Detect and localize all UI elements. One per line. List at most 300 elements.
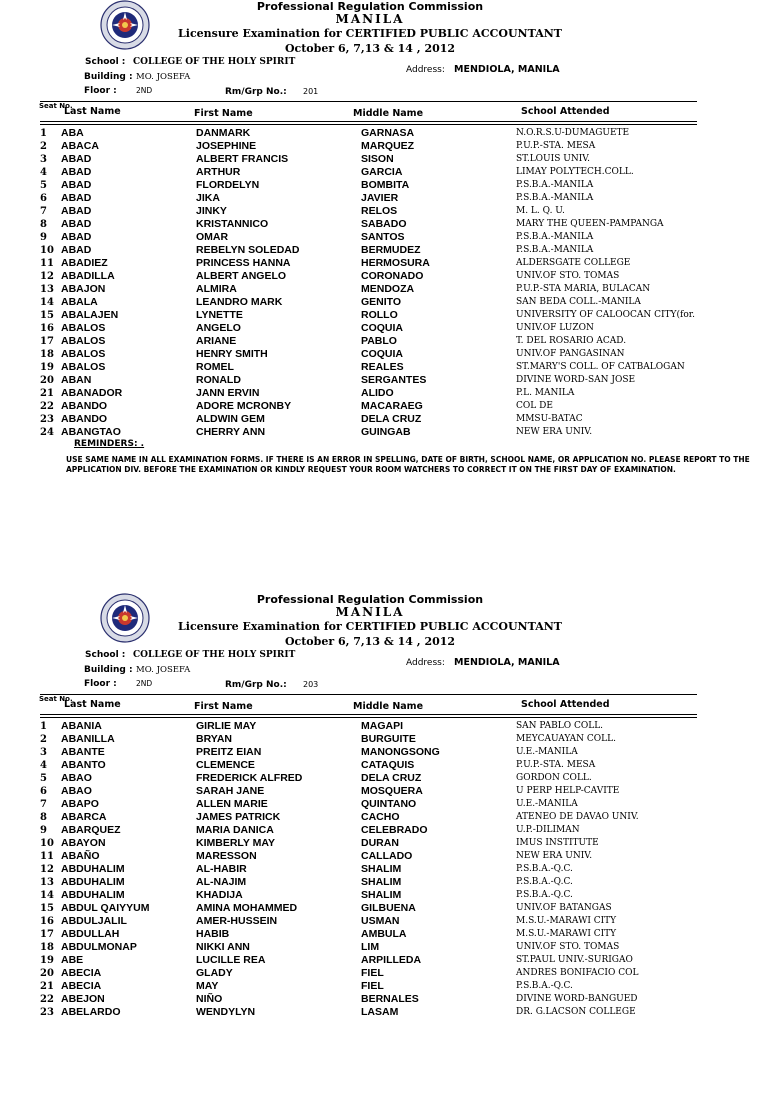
middle-name: DURAN — [361, 837, 399, 849]
middle-name: DELA CRUZ — [361, 772, 422, 784]
school-attended: N.O.R.S.U-DUMAGUETE — [516, 128, 630, 138]
building-label: Building : — [84, 665, 133, 675]
table-row — [0, 270, 768, 283]
seat-no: 8 — [40, 812, 47, 823]
school-label: School : — [85, 650, 126, 660]
header-rule-top — [40, 694, 697, 695]
seat-no: 11 — [40, 258, 54, 269]
seat-no: 20 — [40, 375, 54, 386]
middle-name: REALES — [361, 361, 404, 373]
school-attended: UNIV.OF STO. TOMAS — [516, 271, 620, 281]
exam-dates: October 6, 7,13 & 14 , 2012 — [284, 42, 456, 55]
school-attended: M.S.U.-MARAWI CITY — [516, 916, 617, 926]
table-row — [0, 863, 768, 876]
seat-no: 23 — [40, 1007, 54, 1018]
building-value: MO. JOSEFA — [136, 665, 191, 675]
last-name: ABALAJEN — [61, 309, 119, 321]
last-name: ABAN — [61, 374, 92, 386]
col-middle-name: Middle Name — [353, 108, 424, 119]
table-row — [0, 374, 768, 387]
last-name: ABAÑO — [61, 850, 100, 862]
middle-name: SHALIM — [361, 889, 402, 901]
school-attended: P.S.B.A.-Q.C. — [516, 877, 573, 887]
first-name: FLORDELYN — [196, 179, 260, 191]
table-row — [0, 746, 768, 759]
seat-no: 15 — [40, 903, 54, 914]
first-name: JOSEPHINE — [196, 140, 257, 152]
middle-name: COQUIA — [361, 348, 403, 360]
seat-no: 7 — [40, 206, 47, 217]
first-name: ALBERT FRANCIS — [196, 153, 289, 165]
table-row — [0, 850, 768, 863]
last-name: ABEJON — [61, 993, 105, 1005]
header-rule-bottom — [40, 714, 697, 715]
table-row — [0, 335, 768, 348]
first-name: AL-NAJIM — [196, 876, 247, 888]
first-name: JINKY — [196, 205, 227, 217]
first-name: LYNETTE — [196, 309, 243, 321]
middle-name: USMAN — [361, 915, 400, 927]
school-info — [85, 57, 295, 67]
last-name: ABACA — [61, 140, 99, 152]
room-value: 203 — [303, 680, 319, 689]
room-info — [225, 680, 318, 690]
city-heading: MANILA — [335, 12, 405, 26]
school-attended: P.U.P.-STA. MESA — [516, 760, 596, 770]
address-value: MENDIOLA, MANILA — [454, 657, 560, 668]
first-name: JAMES PATRICK — [196, 811, 281, 823]
last-name: ABDULMONAP — [61, 941, 137, 953]
last-name: ABANDO — [61, 400, 108, 412]
seat-no: 4 — [40, 167, 47, 178]
school-attended: P.S.B.A.-MANILA — [516, 245, 594, 255]
seat-no: 5 — [40, 773, 47, 784]
last-name: ABAD — [61, 244, 92, 256]
last-name: ABAD — [61, 231, 92, 243]
seat-no: 7 — [40, 799, 47, 810]
school-attended: UNIVERSITY OF CALOOCAN CITY(for. — [516, 310, 695, 320]
col-middle-name: Middle Name — [353, 701, 424, 712]
table-row — [0, 993, 768, 1006]
seat-no: 15 — [40, 310, 54, 321]
middle-name: MAGAPI — [361, 720, 403, 732]
last-name: ABAO — [61, 772, 92, 784]
middle-name: CORONADO — [361, 270, 424, 282]
seat-no: 3 — [40, 154, 47, 165]
floor-info — [84, 86, 152, 96]
last-name: ABDUL QAIYYUM — [61, 902, 150, 914]
first-name: MAY — [196, 980, 219, 992]
last-name: ABANILLA — [61, 733, 115, 745]
floor-info — [84, 679, 152, 689]
seat-no: 19 — [40, 955, 54, 966]
middle-name: SANTOS — [361, 231, 405, 243]
first-name: HENRY SMITH — [196, 348, 268, 360]
last-name: ABANTE — [61, 746, 105, 758]
middle-name: GENITO — [361, 296, 402, 308]
floor-label: Floor : — [84, 86, 117, 96]
table-row — [0, 400, 768, 413]
school-attended: SAN BEDA COLL.-MANILA — [516, 297, 641, 307]
exam-title: Licensure Examination for CERTIFIED PUBLIC ACCOUNTANT — [178, 27, 562, 40]
middle-name: FIEL — [361, 980, 384, 992]
middle-name: PABLO — [361, 335, 397, 347]
middle-name: BURGUITE — [361, 733, 416, 745]
seat-no: 3 — [40, 747, 47, 758]
table-row — [0, 954, 768, 967]
floor-value: 2ND — [136, 86, 153, 95]
middle-name: FIEL — [361, 967, 384, 979]
last-name: ABAJON — [61, 283, 106, 295]
table-row — [0, 733, 768, 746]
school-attended: NEW ERA UNIV. — [516, 427, 593, 437]
last-name: ABDULJALIL — [61, 915, 127, 927]
school-attended: M. L. Q. U. — [516, 206, 565, 216]
seat-no: 5 — [40, 180, 47, 191]
middle-name: MOSQUERA — [361, 785, 423, 797]
middle-name: JAVIER — [361, 192, 399, 204]
col-first-name: First Name — [194, 108, 253, 119]
room-value: 201 — [303, 87, 319, 96]
middle-name: COQUIA — [361, 322, 403, 334]
middle-name: MENDOZA — [361, 283, 415, 295]
room-label: Rm/Grp No.: — [225, 680, 287, 690]
first-name: DANMARK — [196, 127, 251, 139]
first-name: GIRLIE MAY — [196, 720, 257, 732]
col-seat-no: Seat No. — [39, 102, 73, 110]
seat-no: 21 — [40, 388, 54, 399]
middle-name: GUINGAB — [361, 426, 411, 438]
last-name: ABANADOR — [61, 387, 123, 399]
last-name: ABARCA — [61, 811, 107, 823]
first-name: ANGELO — [196, 322, 241, 334]
table-row — [0, 257, 768, 270]
col-last-name: Last Name — [64, 699, 121, 710]
seat-no: 14 — [40, 297, 54, 308]
last-name: ABAD — [61, 179, 92, 191]
school-attended: GORDON COLL. — [516, 773, 592, 783]
first-name: KRISTANNICO — [196, 218, 269, 230]
school-attended: M.S.U.-MARAWI CITY — [516, 929, 617, 939]
seat-no: 16 — [40, 916, 54, 927]
school-attended: P.S.B.A.-Q.C. — [516, 890, 573, 900]
reminders-title: REMINDERS: . — [74, 439, 145, 449]
last-name: ABANIA — [61, 720, 102, 732]
building-info — [84, 72, 190, 82]
header-rule-bottom — [40, 121, 697, 122]
last-name: ABADILLA — [61, 270, 115, 282]
school-attended: ATENEO DE DAVAO UNIV. — [516, 812, 639, 822]
last-name: ABAD — [61, 166, 92, 178]
first-name: ALDWIN GEM — [196, 413, 265, 425]
seat-no: 16 — [40, 323, 54, 334]
middle-name: HERMOSURA — [361, 257, 430, 269]
middle-name: BOMBITA — [361, 179, 410, 191]
school-label: School : — [85, 57, 126, 67]
middle-name: SISON — [361, 153, 394, 165]
seat-no: 10 — [40, 245, 54, 256]
school-attended: U.E.-MANILA — [516, 799, 578, 809]
table-row — [0, 179, 768, 192]
school-attended: DIVINE WORD-BANGUED — [516, 994, 638, 1004]
room-info — [225, 87, 318, 97]
col-last-name: Last Name — [64, 106, 121, 117]
seat-no: 4 — [40, 760, 47, 771]
table-row — [0, 413, 768, 426]
address-info — [406, 64, 560, 75]
table-row — [0, 785, 768, 798]
col-school-attended: School Attended — [521, 699, 610, 710]
table-row — [0, 902, 768, 915]
col-school-attended: School Attended — [521, 106, 610, 117]
table-row — [0, 153, 768, 166]
school-attended: P.S.B.A.-MANILA — [516, 193, 594, 203]
table-row — [0, 231, 768, 244]
first-name: MARIA DANICA — [196, 824, 274, 836]
school-attended: U.E.-MANILA — [516, 747, 578, 757]
table-row — [0, 361, 768, 374]
first-name: MARESSON — [196, 850, 257, 862]
first-name: ALMIRA — [196, 283, 237, 295]
school-attended: MEYCAUAYAN COLL. — [516, 734, 616, 744]
seat-no: 17 — [40, 336, 54, 347]
first-name: OMAR — [196, 231, 229, 243]
examinee-list — [0, 127, 768, 439]
table-row — [0, 348, 768, 361]
city-heading: MANILA — [335, 605, 405, 619]
table-row — [0, 811, 768, 824]
table-row — [0, 205, 768, 218]
middle-name: SHALIM — [361, 863, 402, 875]
school-value: COLLEGE OF THE HOLY SPIRIT — [133, 650, 296, 660]
first-name: REBELYN SOLEDAD — [196, 244, 300, 256]
examinee-list — [0, 720, 768, 1019]
middle-name: MACARAEG — [361, 400, 423, 412]
table-row — [0, 720, 768, 733]
roster-page-1 — [0, 0, 768, 520]
first-name: ADORE MCRONBY — [196, 400, 292, 412]
first-name: RONALD — [196, 374, 241, 386]
header-rule-double — [40, 124, 697, 125]
table-row — [0, 426, 768, 439]
roster-page-2 — [0, 593, 768, 1113]
seat-no: 12 — [40, 864, 54, 875]
school-attended: ST.LOUIS UNIV. — [516, 154, 591, 164]
table-row — [0, 296, 768, 309]
table-row — [0, 1006, 768, 1019]
table-row — [0, 192, 768, 205]
seat-no: 21 — [40, 981, 54, 992]
school-attended: SAN PABLO COLL. — [516, 721, 604, 731]
school-attended: P.U.P.-STA MARIA, BULACAN — [516, 284, 651, 294]
school-attended: DIVINE WORD-SAN JOSE — [516, 375, 636, 385]
first-name: JIKA — [196, 192, 220, 204]
first-name: AMINA MOHAMMED — [196, 902, 298, 914]
last-name: ABALOS — [61, 348, 106, 360]
floor-label: Floor : — [84, 679, 117, 689]
middle-name: CACHO — [361, 811, 400, 823]
room-label: Rm/Grp No.: — [225, 87, 287, 97]
col-seat-no: Seat No. — [39, 695, 73, 703]
middle-name: ROLLO — [361, 309, 398, 321]
last-name: ABDULLAH — [61, 928, 120, 940]
table-row — [0, 980, 768, 993]
last-name: ABADIEZ — [61, 257, 108, 269]
header-rule-double — [40, 717, 697, 718]
middle-name: QUINTANO — [361, 798, 417, 810]
header-rule-top — [40, 101, 697, 102]
table-row — [0, 140, 768, 153]
middle-name: DELA CRUZ — [361, 413, 422, 425]
last-name: ABDUHALIM — [61, 863, 125, 875]
last-name: ABALA — [61, 296, 98, 308]
middle-name: AMBULA — [361, 928, 407, 940]
address-label: Address: — [406, 65, 445, 75]
last-name: ABALOS — [61, 335, 106, 347]
school-value: COLLEGE OF THE HOLY SPIRIT — [133, 57, 296, 67]
building-label: Building : — [84, 72, 133, 82]
last-name: ABALOS — [61, 361, 106, 373]
last-name: ABAD — [61, 205, 92, 217]
last-name: ABECIA — [61, 967, 102, 979]
last-name: ABAD — [61, 218, 92, 230]
last-name: ABDUHALIM — [61, 889, 125, 901]
seat-no: 10 — [40, 838, 54, 849]
seat-no: 8 — [40, 219, 47, 230]
first-name: LUCILLE REA — [196, 954, 266, 966]
first-name: PRINCESS HANNA — [196, 257, 291, 269]
first-name: NIÑO — [196, 993, 223, 1005]
school-attended: COL DE — [516, 401, 553, 411]
first-name: ROMEL — [196, 361, 234, 373]
table-row — [0, 309, 768, 322]
last-name: ABANGTAO — [61, 426, 121, 438]
middle-name: LASAM — [361, 1006, 399, 1018]
seat-no: 19 — [40, 362, 54, 373]
middle-name: MANONGSONG — [361, 746, 440, 758]
first-name: ALBERT ANGELO — [196, 270, 287, 282]
last-name: ABAD — [61, 192, 92, 204]
first-name: AMER-HUSSEIN — [196, 915, 278, 927]
school-attended: DR. G.LACSON COLLEGE — [516, 1007, 636, 1017]
middle-name: CATAQUIS — [361, 759, 415, 771]
table-row — [0, 889, 768, 902]
school-attended: U PERP HELP-CAVITE — [516, 786, 620, 796]
first-name: GLADY — [196, 967, 233, 979]
last-name: ABDUHALIM — [61, 876, 125, 888]
school-attended: P.L. MANILA — [516, 388, 575, 398]
first-name: NIKKI ANN — [196, 941, 250, 953]
school-attended: ST.PAUL UNIV.-SURIGAO — [516, 955, 633, 965]
seat-no: 1 — [40, 128, 47, 139]
middle-name: LIM — [361, 941, 380, 953]
last-name: ABAPO — [61, 798, 99, 810]
seat-no: 23 — [40, 414, 54, 425]
seat-no: 6 — [40, 786, 47, 797]
last-name: ABELARDO — [61, 1006, 121, 1018]
table-row — [0, 876, 768, 889]
table-row — [0, 798, 768, 811]
seat-no: 22 — [40, 994, 54, 1005]
first-name: ARIANE — [196, 335, 237, 347]
first-name: WENDYLYN — [196, 1006, 256, 1018]
building-value: MO. JOSEFA — [136, 72, 191, 82]
table-row — [0, 837, 768, 850]
school-attended: U.P.-DILIMAN — [516, 825, 580, 835]
middle-name: ALIDO — [361, 387, 394, 399]
first-name: LEANDRO MARK — [196, 296, 283, 308]
building-info — [84, 665, 190, 675]
school-attended: IMUS INSTITUTE — [516, 838, 599, 848]
first-name: CHERRY ANN — [196, 426, 266, 438]
school-attended: ALDERSGATE COLLEGE — [516, 258, 631, 268]
first-name: SARAH JANE — [196, 785, 265, 797]
seat-no: 9 — [40, 825, 47, 836]
seat-no: 18 — [40, 942, 54, 953]
seat-no: 14 — [40, 890, 54, 901]
seat-no: 17 — [40, 929, 54, 940]
first-name: PREITZ EIAN — [196, 746, 262, 758]
middle-name: MARQUEZ — [361, 140, 415, 152]
seat-no: 13 — [40, 877, 54, 888]
seat-no: 11 — [40, 851, 54, 862]
school-attended: P.U.P.-STA. MESA — [516, 141, 596, 151]
table-row — [0, 322, 768, 335]
table-row — [0, 244, 768, 257]
middle-name: RELOS — [361, 205, 398, 217]
first-name: CLEMENCE — [196, 759, 255, 771]
middle-name: CELEBRADO — [361, 824, 428, 836]
last-name: ABANTO — [61, 759, 106, 771]
middle-name: BERMUDEZ — [361, 244, 421, 256]
school-attended: P.S.B.A.-Q.C. — [516, 864, 573, 874]
school-attended: NEW ERA UNIV. — [516, 851, 593, 861]
last-name: ABAD — [61, 153, 92, 165]
table-row — [0, 387, 768, 400]
school-attended: P.S.B.A.-MANILA — [516, 232, 594, 242]
seat-no: 1 — [40, 721, 47, 732]
seat-no: 24 — [40, 427, 54, 438]
table-row — [0, 915, 768, 928]
last-name: ABANDO — [61, 413, 108, 425]
middle-name: CALLADO — [361, 850, 413, 862]
middle-name: GILBUENA — [361, 902, 416, 914]
last-name: ABAO — [61, 785, 92, 797]
reminders-text: USE SAME NAME IN ALL EXAMINATION FORMS. IF THERE IS AN ERROR IN SPELLING, DATE OF BIRTH, SCHOOL NAME, OR APPLICATION NO. PLEASE REPORT TO THE APPLICATION DIV. BEFORE THE EXAMINATION OR KINDLY REQUEST YOUR ROOM WATCHERS TO CORRECT IT ON THE FIRST DAY OF EXAMINATION. — [66, 455, 750, 474]
last-name: ABA — [61, 127, 84, 139]
school-attended: T. DEL ROSARIO ACAD. — [516, 336, 627, 346]
school-info — [85, 650, 295, 660]
school-attended: ANDRES BONIFACIO COL — [516, 968, 639, 978]
first-name: AL-HABIR — [196, 863, 247, 875]
table-row — [0, 967, 768, 980]
floor-value: 2ND — [136, 679, 153, 688]
table-row — [0, 283, 768, 296]
school-attended: ST.MARY'S COLL. OF CATBALOGAN — [516, 362, 685, 372]
seat-no: 18 — [40, 349, 54, 360]
middle-name: SHALIM — [361, 876, 402, 888]
seat-no: 6 — [40, 193, 47, 204]
table-row — [0, 941, 768, 954]
table-row — [0, 824, 768, 837]
table-row — [0, 928, 768, 941]
seat-no: 20 — [40, 968, 54, 979]
middle-name: ARPILLEDA — [361, 954, 422, 966]
seat-no: 9 — [40, 232, 47, 243]
school-attended: P.S.B.A.-Q.C. — [516, 981, 573, 991]
table-row — [0, 772, 768, 785]
first-name: FREDERICK ALFRED — [196, 772, 303, 784]
